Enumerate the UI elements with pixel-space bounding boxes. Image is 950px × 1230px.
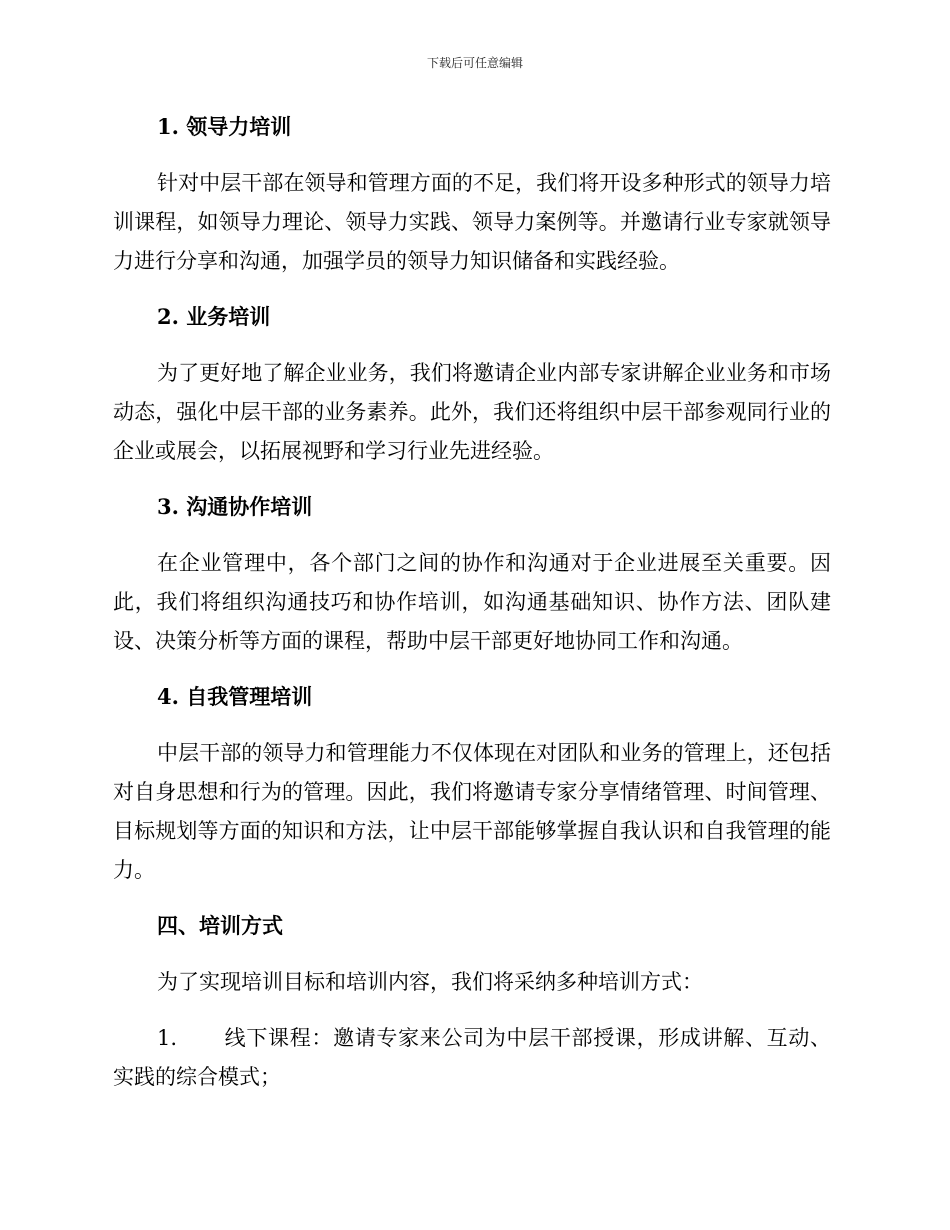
section-heading-leadership: 1. 领导力培训 — [157, 114, 292, 139]
section-heading-communication: 3. 沟通协作培训 — [157, 494, 313, 519]
list-item-number: 1. — [157, 1026, 178, 1050]
section-heading-business: 2. 业务培训 — [157, 304, 271, 329]
document-body — [113, 108, 831, 1097]
section-heading-training-methods: 四、培训方式 — [157, 913, 283, 938]
training-methods-intro: 为了实现培训目标和培训内容，我们将采纳多种培训方式： — [157, 970, 703, 994]
header-note: 下载后可任意编辑 — [426, 56, 523, 70]
list-item-text: 线下课程：邀请专家来公司为中层干部授课，形成讲解、互动、实践的综合模式； — [113, 1026, 831, 1089]
section-paragraph-business: 为了更好地了解企业业务，我们将邀请企业内部专家讲解企业业务和市场动态，强化中层干部的业务素养。此外，我们还将组织中层干部参观同行业的企业或展会，以拓展视野和学习行业先进经验。 — [113, 361, 831, 463]
section-heading-self-management: 4. 自我管理培训 — [157, 684, 313, 709]
list-item — [113, 1019, 831, 1097]
section-paragraph-self-management: 中层干部的领导力和管理能力不仅体现在对团队和业务的管理上，还包括对自身思想和行为的管理。因此，我们将邀请专家分享情绪管理、时间管理、目标规划等方面的知识和方法，让中层干部能够掌握自我认识和自我管理的能力。 — [113, 741, 831, 882]
section-paragraph-leadership: 针对中层干部在领导和管理方面的不足，我们将开设多种形式的领导力培训课程，如领导力理论、领导力实践、领导力案例等。并邀请行业专家就领导力进行分享和沟通，加强学员的领导力知识储备和实践经验。 — [113, 171, 831, 273]
section-paragraph-communication: 在企业管理中，各个部门之间的协作和沟通对于企业进展至关重要。因此，我们将组织沟通技巧和协作培训，如沟通基础知识、协作方法、团队建设、决策分析等方面的课程，帮助中层干部更好地协同工作和沟通。 — [113, 551, 831, 653]
